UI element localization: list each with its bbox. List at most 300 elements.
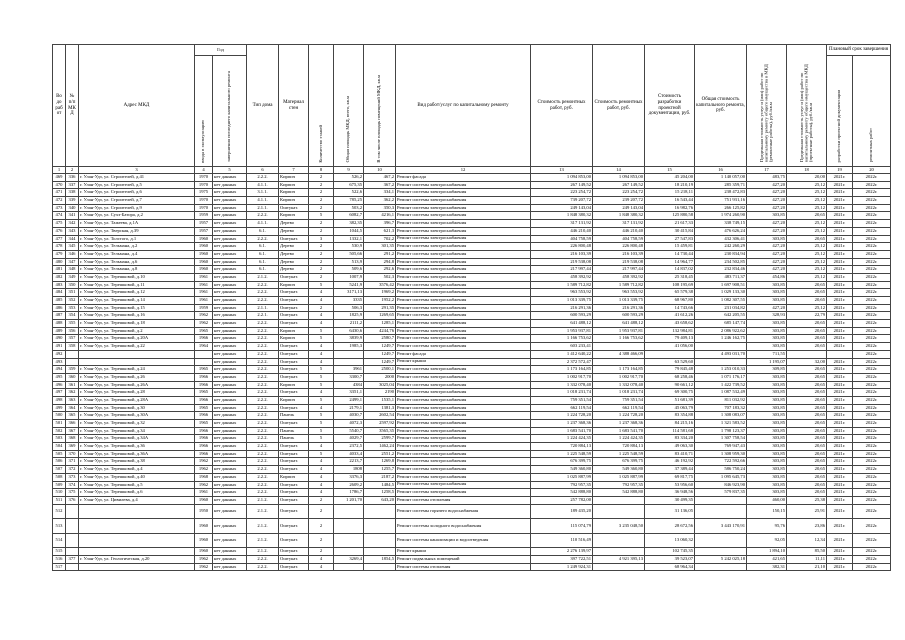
table-cell: 2599,7 bbox=[364, 435, 396, 443]
table-cell: 20,65 bbox=[787, 389, 827, 397]
table-cell: 473 bbox=[53, 204, 66, 212]
table-cell: 2190 bbox=[364, 389, 396, 397]
table-cell: Ремонт системы электроснабжения bbox=[396, 189, 531, 197]
table-cell: 1 953 937,81 bbox=[593, 327, 645, 335]
table-row bbox=[53, 212, 891, 220]
table-cell bbox=[593, 496, 645, 504]
column-number: 8 bbox=[309, 167, 334, 174]
table-row bbox=[53, 556, 891, 564]
table-cell: 5 bbox=[309, 420, 334, 428]
table-cell: 20,65 bbox=[787, 450, 827, 458]
table-cell: Ремонт системы электроснабжения bbox=[396, 435, 531, 443]
table-cell: 114 581,68 bbox=[645, 427, 695, 435]
table-cell: 1 237 368,36 bbox=[593, 420, 645, 428]
table-cell: 2021г. bbox=[827, 366, 853, 374]
table-cell: г. Улан-Удэ, ул. Терешковой, д.34 bbox=[79, 427, 195, 435]
table-cell: Ремонт системы электроснабжения bbox=[396, 212, 531, 220]
table-cell: 216 103,39 bbox=[531, 250, 593, 258]
table-cell: 3351,1 bbox=[334, 389, 364, 397]
table-cell: г. Улан-Удэ, ул. Тельмана, д.8 bbox=[79, 266, 195, 274]
table-cell: 2 bbox=[309, 220, 334, 228]
table-cell: Ремонт системы электроснабжения bbox=[396, 235, 531, 243]
table-row bbox=[53, 396, 891, 404]
table-row bbox=[53, 258, 891, 266]
table-cell: 4 bbox=[309, 358, 334, 366]
table-cell: 1960 bbox=[195, 533, 213, 548]
table-cell: 494 bbox=[53, 366, 66, 374]
table-cell: 1961 bbox=[195, 273, 213, 281]
table-cell: Ремонт системы электроснабжения bbox=[396, 266, 531, 274]
table-cell: 21,10 bbox=[787, 563, 827, 571]
table-cell: 484 bbox=[53, 289, 66, 297]
table-cell: 242 260,29 bbox=[695, 243, 747, 251]
table-cell: 1258,5 bbox=[364, 489, 396, 497]
table-cell: 427,20 bbox=[747, 250, 787, 258]
table-cell: 2022г. bbox=[853, 174, 891, 182]
table-cell: 2.2.2. bbox=[247, 481, 279, 489]
table-cell: нет данных bbox=[213, 563, 247, 571]
table-cell: 350,3 bbox=[364, 204, 396, 212]
table-cell: 49 063,30 bbox=[645, 443, 695, 451]
table-row bbox=[53, 335, 891, 343]
table-cell: 108 195,69 bbox=[645, 281, 695, 289]
table-cell: 20,65 bbox=[787, 473, 827, 481]
table-cell: нет данных bbox=[213, 320, 247, 328]
table-cell: 526,2 bbox=[334, 174, 364, 182]
table-cell: 328,93 bbox=[747, 312, 787, 320]
header-col-7: Материал стен bbox=[279, 45, 309, 167]
table-cell: Кирпич bbox=[279, 473, 309, 481]
table-cell: 2000 bbox=[364, 373, 396, 381]
table-cell: 232 834,46 bbox=[695, 266, 747, 274]
table-cell: 2022г. bbox=[853, 212, 891, 220]
table-cell: 2.2.2. bbox=[247, 350, 279, 358]
table-cell: 2021г. bbox=[827, 258, 853, 266]
table-cell: 502,3 bbox=[364, 273, 396, 281]
table-row bbox=[53, 489, 891, 497]
table-cell: 1964 bbox=[195, 343, 213, 351]
table-cell: Ремонт системы отопления bbox=[396, 563, 531, 571]
table-cell: 12,34 bbox=[787, 533, 827, 548]
table-cell: 362,2 bbox=[364, 197, 396, 205]
table-cell: 500 bbox=[53, 412, 66, 420]
table-cell: 2022г. bbox=[853, 181, 891, 189]
table-cell: 373 bbox=[66, 473, 79, 481]
column-number: 20 bbox=[853, 167, 891, 174]
table-cell bbox=[195, 350, 213, 358]
table-cell: 1966 bbox=[195, 427, 213, 435]
table-row bbox=[53, 243, 891, 251]
table-cell: 4 bbox=[309, 563, 334, 571]
table-cell: 2021г. bbox=[827, 273, 853, 281]
table-cell: 1332,1 bbox=[334, 235, 364, 243]
table-cell: 303,85 bbox=[747, 435, 787, 443]
column-number: 4 bbox=[195, 167, 213, 174]
header-col-2: № п/п МК Д bbox=[66, 45, 79, 167]
table-cell: 368 bbox=[66, 435, 79, 443]
column-number: 13 bbox=[531, 167, 593, 174]
table-cell: Кирпич bbox=[279, 197, 309, 205]
table-cell: 20,65 bbox=[787, 489, 827, 497]
table-cell: нет данных bbox=[213, 396, 247, 404]
table-cell: 1 029 133,30 bbox=[695, 289, 747, 297]
table-cell: 505 bbox=[53, 450, 66, 458]
table-cell: 20,65 bbox=[787, 466, 827, 474]
table-cell: Ремонт системы электроснабжения bbox=[396, 220, 531, 228]
table-cell: 1825,9 bbox=[334, 312, 364, 320]
table-cell: нет данных bbox=[213, 427, 247, 435]
table-cell: Оштукат. bbox=[279, 481, 309, 489]
table-cell: нет данных bbox=[213, 412, 247, 420]
table-cell: 1786,7 bbox=[334, 489, 364, 497]
table-cell: 1968 bbox=[195, 473, 213, 481]
table-cell: Кирпич bbox=[279, 189, 309, 197]
table-cell: 2022г. bbox=[853, 443, 891, 451]
table-cell: 1965 bbox=[195, 389, 213, 397]
table-cell: 5 bbox=[309, 396, 334, 404]
table-cell: 2.1.2. bbox=[247, 496, 279, 504]
table-cell: 720 884,13 bbox=[593, 443, 645, 451]
table-cell: г. Улан-Удэ, ул. Цивилева, д.4 bbox=[79, 496, 195, 504]
table-cell: 421,65 bbox=[747, 556, 787, 564]
table-cell: 79 845,48 bbox=[645, 366, 695, 374]
table-cell: Ремонт системы электроснабжения bbox=[396, 481, 531, 489]
table-row bbox=[53, 435, 891, 443]
table-cell: 2021г. bbox=[827, 235, 853, 243]
table-cell: 1 002 917,70 bbox=[593, 373, 645, 381]
table-cell bbox=[334, 533, 364, 548]
table-cell: 1960 bbox=[195, 496, 213, 504]
table-cell: 3300,7 bbox=[334, 373, 364, 381]
table-cell: 20,65 bbox=[787, 427, 827, 435]
table-row bbox=[53, 297, 891, 305]
table-cell: 513,9 bbox=[334, 258, 364, 266]
table-cell: 470 bbox=[53, 181, 66, 189]
table-cell: Оштукат. bbox=[279, 235, 309, 243]
table-cell: 1961 bbox=[195, 489, 213, 497]
table-cell: 352 bbox=[66, 297, 79, 305]
table-cell bbox=[695, 563, 747, 571]
table-cell: 2187,2 bbox=[364, 473, 396, 481]
table-cell: 382,35 bbox=[334, 220, 364, 228]
table-cell: г. Улан-Удэ, ул. Терешковой, д.5 bbox=[79, 481, 195, 489]
table-cell: Оштукат. bbox=[279, 366, 309, 374]
table-cell: 480 bbox=[53, 258, 66, 266]
table-cell: 2022г. bbox=[853, 343, 891, 351]
table-cell: 303,85 bbox=[747, 481, 787, 489]
table-cell: 4 bbox=[309, 481, 334, 489]
table-cell: 2.2.2. bbox=[247, 473, 279, 481]
table-cell: 427,20 bbox=[747, 243, 787, 251]
table-cell: 84 215,16 bbox=[645, 420, 695, 428]
table-cell: 2.2.2. bbox=[247, 281, 279, 289]
table-cell: Ремонт системы электроснабжения bbox=[396, 181, 531, 189]
table-cell: 69 300,75 bbox=[645, 389, 695, 397]
table-cell: 110 516,49 bbox=[531, 533, 593, 548]
table-cell: 508 bbox=[53, 473, 66, 481]
table-cell bbox=[364, 563, 396, 571]
table-cell: 1 332 078,40 bbox=[593, 381, 645, 389]
table-cell: 2021г. bbox=[827, 435, 853, 443]
table-cell: 2.2.2. bbox=[247, 289, 279, 297]
table-cell: 20,65 bbox=[787, 435, 827, 443]
table-cell: 2021г. bbox=[827, 473, 853, 481]
table-cell: 2021г. bbox=[827, 412, 853, 420]
table-cell: 503,2 bbox=[334, 204, 364, 212]
table-cell: 2111,2 bbox=[334, 320, 364, 328]
table-cell: 45 204,00 bbox=[645, 174, 695, 182]
table-cell: 1 237 368,36 bbox=[531, 420, 593, 428]
header-col-16: Предельная стоимость услуг и (или) работ по капитальному ремонту общего имущества в МКД (ремонтные работы), руб./кв.м bbox=[747, 45, 787, 167]
table-cell: 360 bbox=[66, 373, 79, 381]
table-cell: 2022г. bbox=[853, 320, 891, 328]
table-cell bbox=[66, 504, 79, 519]
table-cell: 2021г. bbox=[827, 266, 853, 274]
table-cell: Ремонт системы электроснабжения bbox=[396, 289, 531, 297]
table-cell: 25,12 bbox=[787, 197, 827, 205]
table-cell: 303,85 bbox=[747, 212, 787, 220]
table-cell: 488 bbox=[53, 320, 66, 328]
column-number: 12 bbox=[396, 167, 531, 174]
table-cell: 1970 bbox=[195, 197, 213, 205]
table-cell: Ремонт системы электроснабжения bbox=[396, 412, 531, 420]
column-number: 3 bbox=[79, 167, 195, 174]
table-cell: 3025,04 bbox=[364, 381, 396, 389]
table-cell: 351 bbox=[66, 289, 79, 297]
table-cell: нет данных bbox=[213, 212, 247, 220]
table-cell: Кирпич bbox=[279, 327, 309, 335]
table-cell: 2021г. bbox=[827, 389, 853, 397]
table-cell: 249 143,04 bbox=[531, 204, 593, 212]
table-cell: 2.2.2. bbox=[247, 212, 279, 220]
table-cell: 2.2.2. bbox=[247, 435, 279, 443]
table-cell: 476 626,24 bbox=[695, 227, 747, 235]
table-cell: нет данных bbox=[213, 327, 247, 335]
table-cell: нет данных bbox=[213, 204, 247, 212]
table-cell: 579 837,35 bbox=[695, 489, 747, 497]
table-cell: 1 224 728,20 bbox=[531, 412, 593, 420]
table-cell: 446 210,40 bbox=[593, 227, 645, 235]
table-cell: 2.2.2. bbox=[247, 327, 279, 335]
table-cell: 20,65 bbox=[787, 235, 827, 243]
table-cell: 2022г. bbox=[853, 519, 891, 534]
table-cell: 347 bbox=[66, 258, 79, 266]
table-cell: 317 131,92 bbox=[531, 220, 593, 228]
table-cell: 1 225 548,59 bbox=[531, 450, 593, 458]
table-row bbox=[53, 420, 891, 428]
table-cell: 2021г. bbox=[827, 450, 853, 458]
table-cell: Оштукат. bbox=[279, 443, 309, 451]
table-cell: 1 307 758,54 bbox=[695, 435, 747, 443]
table-cell: 759 351,54 bbox=[593, 396, 645, 404]
table-cell: Ремонт системы электроснабжения bbox=[396, 250, 531, 258]
table-cell: 458 392,92 bbox=[593, 273, 645, 281]
table-cell: нет данных bbox=[213, 519, 247, 534]
column-number: 16 bbox=[695, 167, 747, 174]
table-cell: 25,12 bbox=[787, 266, 827, 274]
table-cell: 2500,1 bbox=[364, 366, 396, 374]
table-cell: 14 730,44 bbox=[645, 250, 695, 258]
table-cell: 2.1.2. bbox=[247, 504, 279, 519]
table-cell: 338 749,15 bbox=[695, 220, 747, 228]
table-cell: 1044,5 bbox=[334, 227, 364, 235]
table-cell: 2.2.1. bbox=[247, 312, 279, 320]
table-cell: 189 435,20 bbox=[531, 504, 593, 519]
table-cell: 1966 bbox=[195, 450, 213, 458]
table-cell: 4216,1 bbox=[364, 212, 396, 220]
table-cell: Оштукат. bbox=[279, 389, 309, 397]
table-cell bbox=[79, 358, 195, 366]
table-cell: 662 119,54 bbox=[531, 404, 593, 412]
table-cell: 2.2.2. bbox=[247, 297, 279, 305]
table-cell: 396,7 bbox=[364, 220, 396, 228]
table-cell: 303,85 bbox=[747, 389, 787, 397]
table-cell: 600 593,29 bbox=[531, 312, 593, 320]
table-cell: 5 bbox=[309, 427, 334, 435]
table-cell bbox=[334, 519, 364, 534]
table-cell: 20,65 bbox=[787, 420, 827, 428]
column-number: 7 bbox=[279, 167, 309, 174]
table-cell: 303,85 bbox=[747, 320, 787, 328]
table-cell: 217 997,44 bbox=[593, 266, 645, 274]
table-cell: 963 553,92 bbox=[531, 289, 593, 297]
table-cell: нет данных bbox=[213, 404, 247, 412]
table-cell: 1 894,10 bbox=[747, 548, 787, 556]
table-cell: 4 bbox=[309, 556, 334, 564]
table-cell: 2022г. bbox=[853, 496, 891, 504]
table-cell: нет данных bbox=[213, 548, 247, 556]
table-cell: 2 bbox=[309, 504, 334, 519]
table-cell: Ремонт системы электроснабжения bbox=[396, 366, 531, 374]
table-cell: 45 063,79 bbox=[645, 404, 695, 412]
table-cell: 20,65 bbox=[787, 373, 827, 381]
table-cell: 2021г. bbox=[827, 548, 853, 556]
table-cell: 354 bbox=[66, 312, 79, 320]
table-cell: 722 592,66 bbox=[695, 458, 747, 466]
table-cell: 1249,7 bbox=[364, 350, 396, 358]
table-cell: 458 392,92 bbox=[531, 273, 593, 281]
table-cell: 22,79 bbox=[787, 312, 827, 320]
table-cell bbox=[364, 533, 396, 548]
table-row bbox=[53, 519, 891, 534]
table-cell: г. Улан-Удэ, ул. Строителей, д.9 bbox=[79, 204, 195, 212]
table-cell: 427,20 bbox=[747, 204, 787, 212]
table-cell: г. Улан-Удэ, ул. Терешковой, д.2 bbox=[79, 327, 195, 335]
table-cell: 711,55 bbox=[747, 350, 787, 358]
table-cell: 367 bbox=[66, 427, 79, 435]
table-cell: 2 bbox=[309, 496, 334, 504]
table-cell: 1 683 541,70 bbox=[593, 427, 645, 435]
table-cell: 79 409,13 bbox=[645, 335, 695, 343]
header-col-9: Общая площадь МКД, всего, кв.м bbox=[334, 45, 364, 167]
table-cell: 483 bbox=[53, 281, 66, 289]
table-cell: г. Улан-Удэ, ул. Терешковой, д.36 bbox=[79, 443, 195, 451]
table-cell: 2021г. bbox=[827, 496, 853, 504]
table-cell: 25,12 bbox=[787, 258, 827, 266]
table-cell: Ремонт системы канализации и водоотведения bbox=[396, 533, 531, 548]
table-cell: 2022г. bbox=[853, 473, 891, 481]
table-cell: 1484,5 bbox=[364, 481, 396, 489]
table-cell: 1966 bbox=[195, 373, 213, 381]
table-cell: г. Улан-Удэ, ул. Терешковой, д.30 bbox=[79, 404, 195, 412]
table-cell: 1249,7 bbox=[364, 343, 396, 351]
table-cell: 2022г. bbox=[853, 435, 891, 443]
table-cell: 2213,7 bbox=[334, 458, 364, 466]
table-cell: г. Улан-Удэ, ул. Терешковой, д.18 bbox=[79, 320, 195, 328]
table-cell: Ремонт системы электроснабжения bbox=[396, 320, 531, 328]
table-cell: 2021г. bbox=[827, 427, 853, 435]
table-cell: нет данных bbox=[213, 189, 247, 197]
table-cell: 63 529,60 bbox=[645, 358, 695, 366]
table-cell: г. Улан-Удэ, ул. Терешковой, д.4 bbox=[79, 466, 195, 474]
table-cell bbox=[695, 343, 747, 351]
table-cell: 230 834,94 bbox=[695, 250, 747, 258]
table-cell: Оштукат. bbox=[279, 519, 309, 534]
table-cell: 20,65 bbox=[787, 327, 827, 335]
table-cell bbox=[334, 563, 364, 571]
table-cell: 51 681,39 bbox=[645, 396, 695, 404]
table-cell: г. Улан-Удэ, ул. Тажеева, д.1А bbox=[79, 220, 195, 228]
table-cell: 2 bbox=[309, 519, 334, 534]
table-row bbox=[53, 504, 891, 519]
table-cell: 2021г. bbox=[827, 304, 853, 312]
table-row bbox=[53, 496, 891, 504]
table-cell: 6430,6 bbox=[334, 327, 364, 335]
table-cell: 374 bbox=[66, 481, 79, 489]
table-cell bbox=[66, 519, 79, 534]
table-cell: нет данных bbox=[213, 174, 247, 182]
table-cell: Оштукат. bbox=[279, 504, 309, 519]
table-cell: нет данных bbox=[213, 289, 247, 297]
table-cell: 2 bbox=[309, 227, 334, 235]
table-cell: 334,1 bbox=[364, 189, 396, 197]
table-cell: 365 bbox=[66, 412, 79, 420]
table-cell: 1 224 728,20 bbox=[593, 412, 645, 420]
table-cell: 769 947,43 bbox=[695, 443, 747, 451]
table-cell: нет данных bbox=[213, 381, 247, 389]
table-cell bbox=[334, 358, 364, 366]
table-cell: 303,85 bbox=[747, 443, 787, 451]
table-cell: 14 964,77 bbox=[645, 258, 695, 266]
table-row bbox=[53, 266, 891, 274]
table-cell: Ремонт системы электроснабжения bbox=[396, 204, 531, 212]
table-cell: 4 bbox=[309, 320, 334, 328]
header-deadline-group: Плановый срок завершения bbox=[827, 45, 891, 56]
table-cell: 338 bbox=[66, 189, 79, 197]
table-cell: г. Улан-Удэ, ул. Терешковой, д.10 bbox=[79, 273, 195, 281]
table-cell bbox=[79, 563, 195, 571]
table-cell: 2021г. bbox=[827, 381, 853, 389]
table-cell: 486 bbox=[53, 304, 66, 312]
table-cell: 25,12 bbox=[787, 227, 827, 235]
table-cell: 493 bbox=[53, 358, 66, 366]
table-cell: 476 bbox=[53, 227, 66, 235]
header-col-13: Стоимость ремонтных работ, руб. bbox=[593, 45, 645, 167]
table-cell: 2.2.2. bbox=[247, 450, 279, 458]
table-body bbox=[53, 174, 891, 571]
table-cell: 2022г. bbox=[853, 489, 891, 497]
table-cell: г. Улан-Удэ, ул. Терешковой, д.20А bbox=[79, 335, 195, 343]
table-cell: 2021г. bbox=[827, 358, 853, 366]
table-cell: 477 bbox=[53, 235, 66, 243]
table-cell: 2021г. bbox=[827, 212, 853, 220]
table-cell: 3376,3 bbox=[334, 473, 364, 481]
table-cell: 362 bbox=[66, 389, 79, 397]
table-cell: 2 bbox=[309, 181, 334, 189]
table-cell: 223 254,72 bbox=[531, 189, 593, 197]
table-cell: 2 bbox=[309, 258, 334, 266]
table-cell: 4030,7 bbox=[334, 412, 364, 420]
